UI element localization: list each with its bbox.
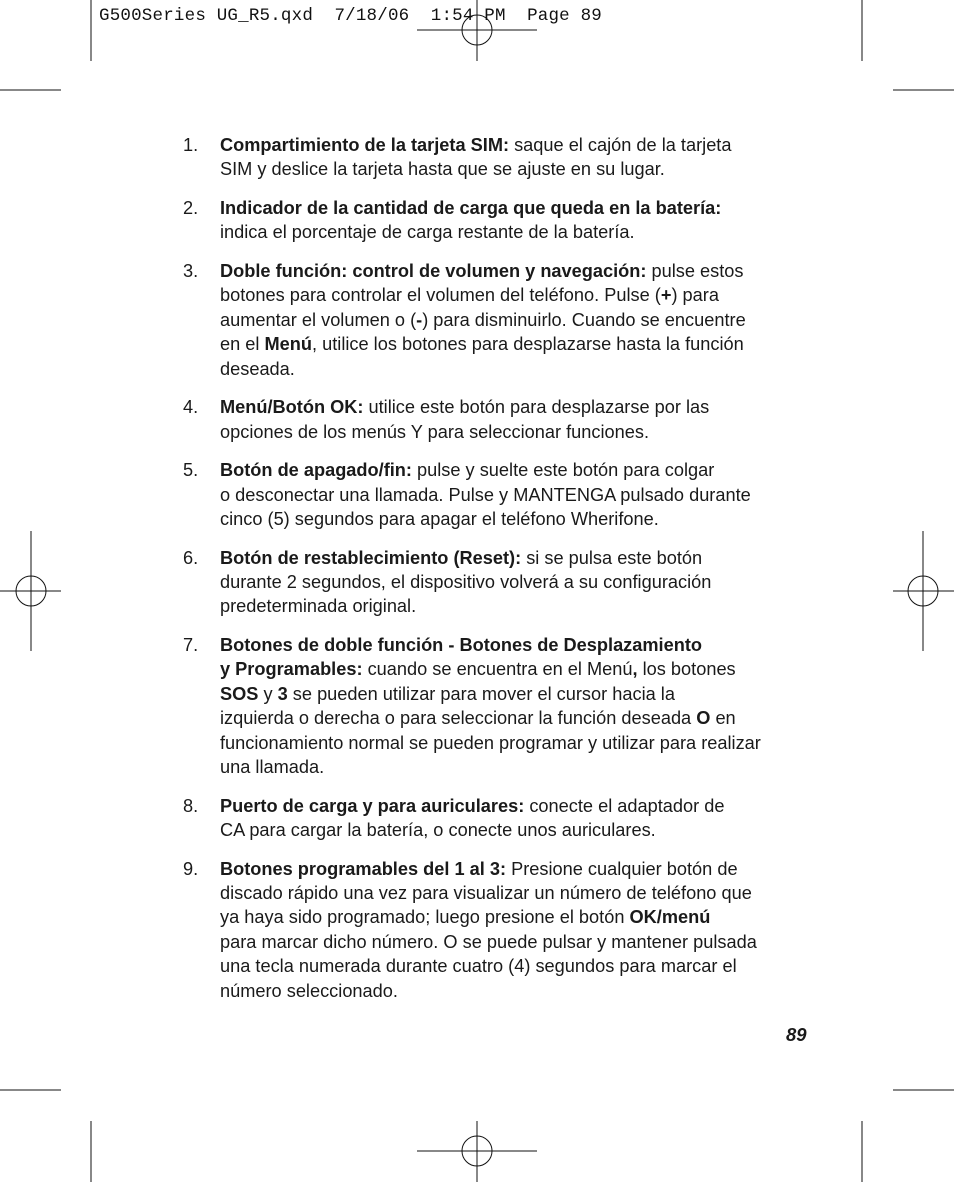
list-item [183,458,823,531]
feature-list [183,133,823,1017]
list-item [183,794,823,843]
list-item-text: Menú/Botón OK: utilice este botón para desplazarse por las opciones de los menús Y para seleccionar funciones. [220,397,710,442]
list-item-text: Botones de doble función - Botones de Desplazamiento y Programables: cuando se encuentra en el Menú, los botones SOS y 3 se pueden utilizar para mover el cursor hacia la izquierda o derecha o para seleccionar la función deseada O en funcionamiento normal se pueden programar y utilizar para realizar una llamada. [220,635,761,778]
list-item-text: Doble función: control de volumen y navegación: pulse estos botones para controlar el volumen del teléfono. Pulse (+) para aumentar el volumen o (-) para disminuirlo. Cuando se encuentre en el Menú, utilice los botones para desplazarse hasta la función deseada. [220,261,746,379]
list-item [183,133,823,182]
list-item [183,857,823,1003]
list-item [183,196,823,245]
list-item-text: Botón de restablecimiento (Reset): si se pulsa este botón durante 2 segundos, el dispositivo volverá a su configuración predeterminada original. [220,547,712,617]
list-item-number: 2. [183,198,199,218]
list-item-number: 6. [183,547,199,568]
list-item-number: 4. [183,397,199,418]
print-slug-line: G500Series UG_R5.qxd 7/18/06 1:54 PM Page 89 [99,6,602,26]
page-number: 89 [786,1024,807,1045]
list-item [183,259,823,381]
list-item-text: Compartimiento de la tarjeta SIM: saque el cajón de la tarjeta SIM y deslice la tarjeta hasta que se ajuste en su lugar. [220,135,732,180]
list-item-number: 9. [183,858,199,879]
list-item-text: Botones programables del 1 al 3: Presione cualquier botón de discado rápido una vez para visualizar un número de teléfono que ya haya sido programado; luego presione el botón OK/menú para marcar dicho número. O se puede pulsar y mantener pulsada una tecla numerada durante cuatro (4) segundos para marcar el número seleccionado. [220,858,757,1001]
list-item-number: 7. [183,635,199,656]
list-item [183,546,823,619]
list-item-number: 5. [183,460,199,481]
list-item-text: Puerto de carga y para auriculares: conecte el adaptador de CA para cargar la batería, o conecte unos auriculares. [220,795,725,841]
list-item-text: Indicador de la cantidad de carga que queda en la batería: indica el porcentaje de carga restante de la batería. [220,198,722,243]
list-item-number: 8. [183,795,199,816]
list-item-number: 1. [183,135,199,155]
list-item-number: 3. [183,261,199,281]
list-item-text: Botón de apagado/fin: pulse y suelte este botón para colgar o desconectar una llamada. Pulse y MANTENGA pulsado durante cinco (5) segundos para apagar el teléfono Wherifone. [220,460,751,530]
list-item [183,633,823,779]
list-item [183,395,823,444]
